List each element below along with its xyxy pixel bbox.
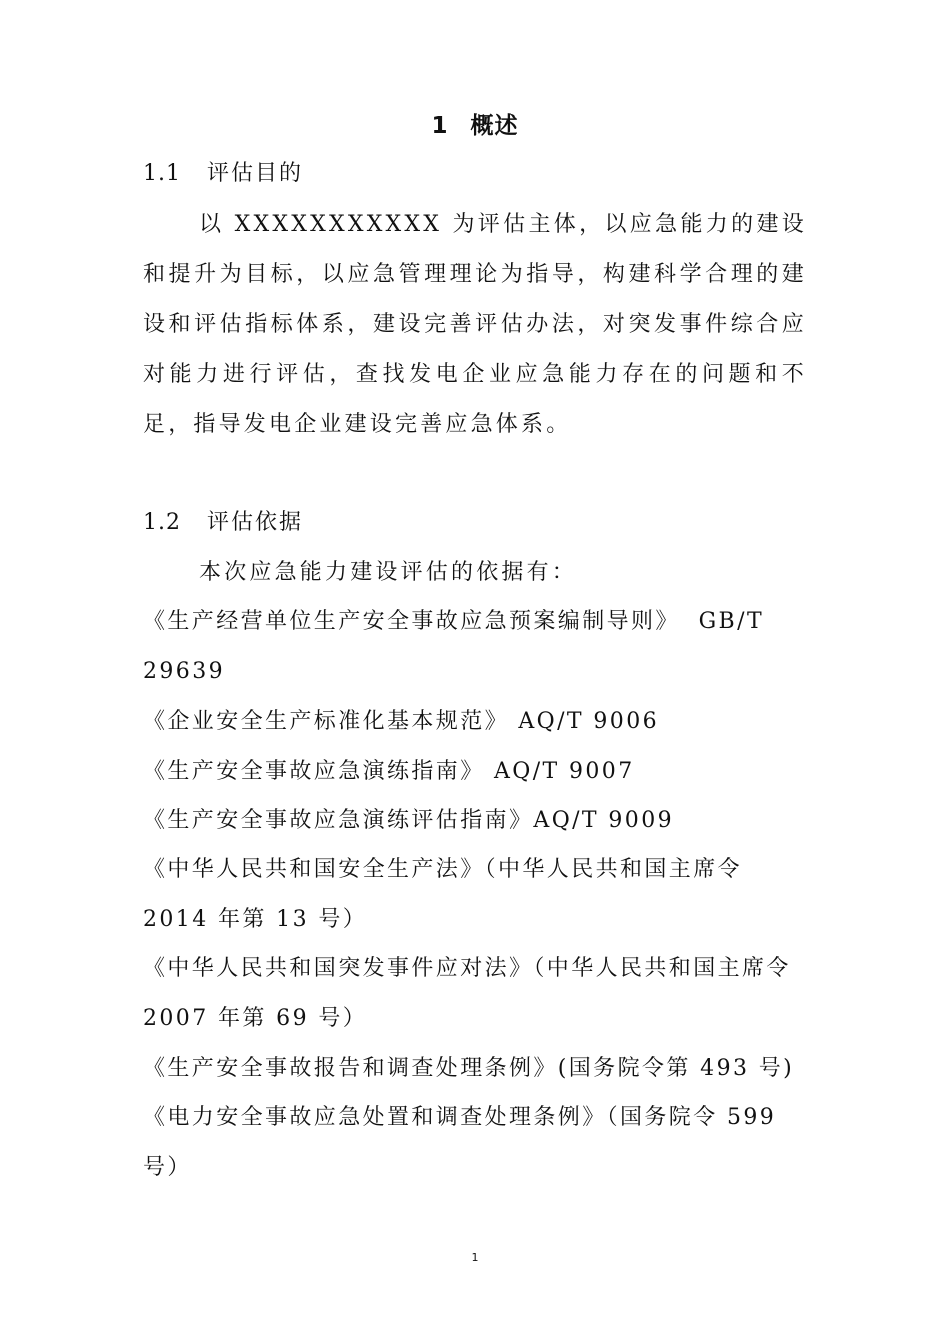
chapter-title [0, 110, 950, 142]
section-1-2-intro: 本次应急能力建设评估的依据有： [199, 560, 578, 585]
page-number: 1 [471, 1251, 479, 1264]
section-number: 1.2 [143, 510, 181, 535]
section-heading-1-2 [143, 507, 303, 539]
reference-item: 《中华人民共和国突发事件应对法》（中华人民共和国主席令 2007 年第 69 号） [143, 956, 801, 1031]
reference-item: 《生产安全事故应急演练指南》 AQ/T 9007 [143, 759, 635, 784]
section-title: 评估依据 [207, 510, 304, 535]
section-heading-1-1 [143, 158, 303, 190]
reference-item: 《生产安全事故报告和调查处理条例》(国务院令第 493 号) [143, 1056, 795, 1081]
reference-item: 《电力安全事故应急处置和调查处理条例》（国务院令 599 号） [143, 1105, 786, 1180]
section-title: 评估目的 [207, 161, 304, 186]
section-number: 1.1 [143, 161, 181, 186]
reference-item: 《中华人民共和国安全生产法》（中华人民共和国主席令 2014 年第 13 号） [143, 857, 752, 932]
section-1-1-paragraph: 以 XXXXXXXXXXX 为评估主体，以应急能力的建设和提升为目标，以应急管理理论为指导，构建科学合理的建设和评估指标体系，建设完善评估办法，对突发事件综合应对能力进行评估，查找发电企业应急能力存在的问题和不足，指导发电企业建设完善应急体系。 [143, 212, 807, 437]
chapter-title-text: 概述 [470, 113, 519, 139]
chapter-number: 1 [431, 113, 449, 139]
reference-item: 《企业安全生产标准化基本规范》 AQ/T 9006 [143, 709, 659, 734]
reference-item: 《生产经营单位生产安全事故应急预案编制导则》 GB/T 29639 [143, 609, 774, 684]
reference-item: 《生产安全事故应急演练评估指南》AQ/T 9009 [143, 808, 674, 833]
